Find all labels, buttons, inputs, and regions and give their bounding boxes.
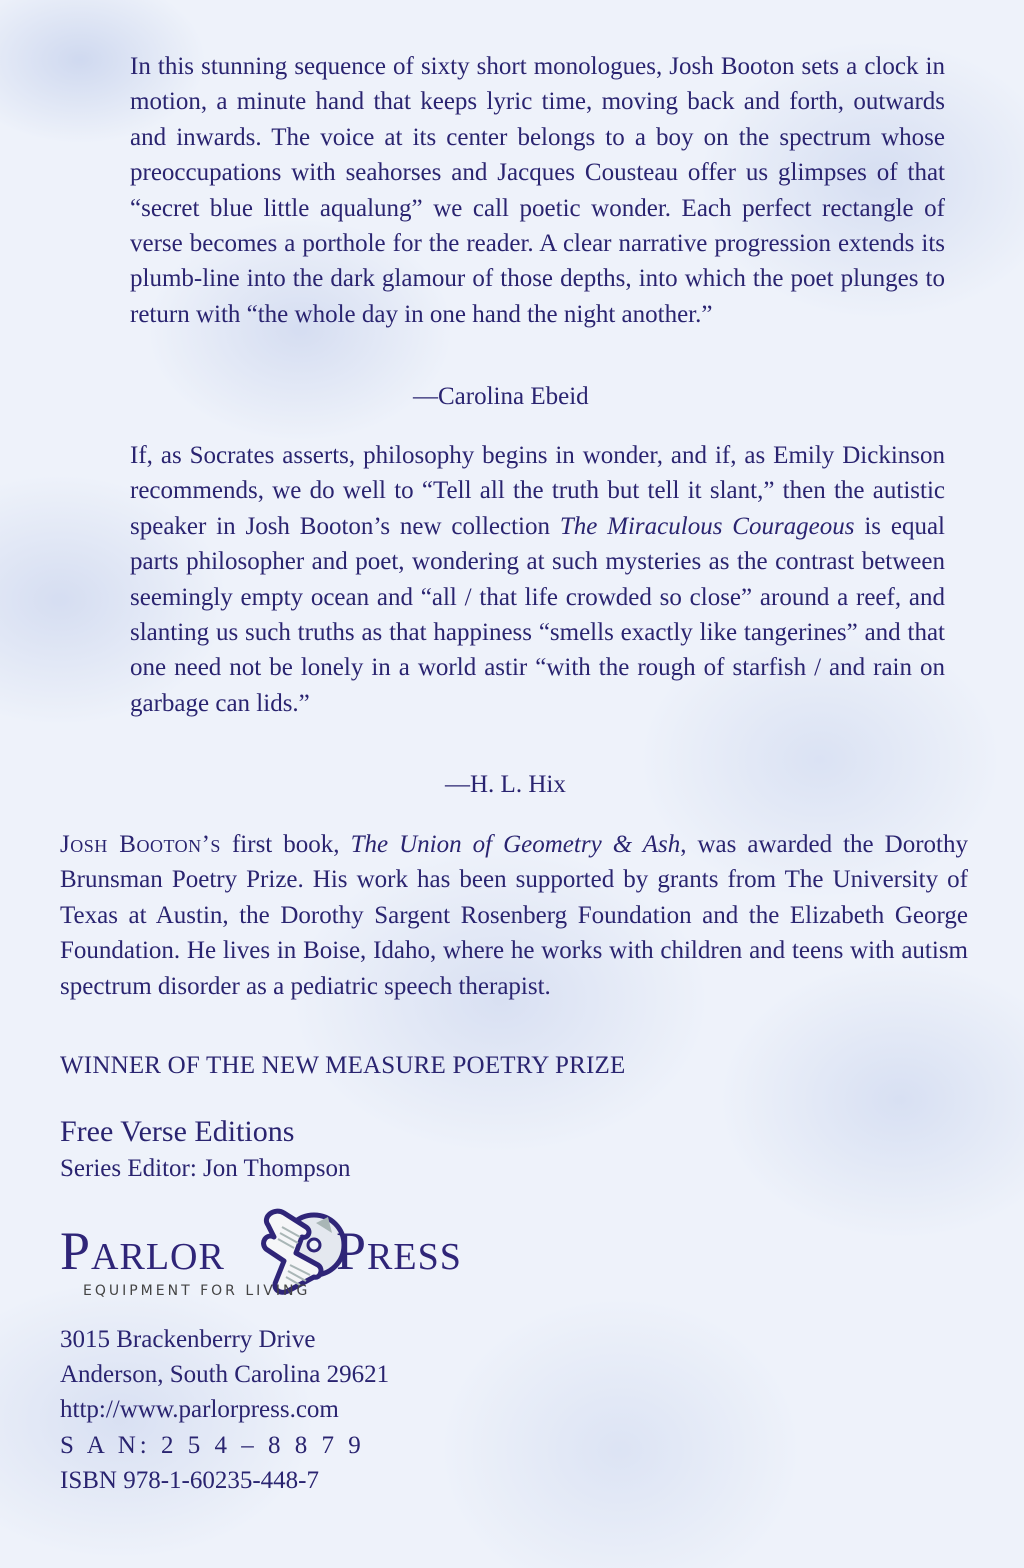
blurb-text-after: is equal parts philosopher and poet, wondering at such mysteries as the contrast between seemingly empty ocean and “all / that life crowded so close” around a reef, and slanting us such truths as that happiness “smells exactly like tangerines” and that one need not be lonely in a world astir “with the rough of starfish / and rain on garbage can lids.” <box>130 512 945 717</box>
first-book-title: The Union of Geometry & Ash <box>350 831 681 858</box>
book-title: The Miraculous Courageous <box>559 512 855 540</box>
blurb-text: In this stunning sequence of sixty short monologues, Josh Booton sets a clock in motion, a minute hand that keeps lyric time, moving back and forth, outwards and inwards. The voice at its center belongs to a boy on the spectrum whose preoccupations with seahorses and Jacques Cousteau offer us glimpses of that “secret blue little aqualung” we call poetic wonder. Each perfect rectangle of verse becomes a porthole for the reader. A clear narrative progression extends its plumb-line into the dark glamour of those depths, into which the poet plunges to return with “the whole day in one hand the night another.” <box>130 53 945 328</box>
publisher-contact <box>60 1322 389 1498</box>
blurb-hix <box>130 438 945 721</box>
logo-word-parlor: Parlor <box>60 1221 225 1281</box>
website-link[interactable]: http://www.parlorpress.com <box>60 1396 339 1424</box>
san-number: S A N: 2 5 4 – 8 8 7 9 <box>60 1431 365 1459</box>
logo-tagline: EQUIPMENT FOR LIVING <box>83 1283 311 1299</box>
logo-word-press: Press <box>336 1221 462 1281</box>
bio-text-before: first book, <box>220 831 351 858</box>
isbn-number: ISBN 978-1-60235-448-7 <box>60 1466 320 1494</box>
bio-text-after: , was awarded the Dorothy Brunsman Poetry Prize. His work has been supported by grants from The University of Texas at Austin, the Dorothy Sargent Rosenberg Foundation and the Elizabeth George Foundation. He lives in Boise, Idaho, where he works with children and teens with autism spectrum disorder as a pediatric speech therapist. <box>60 831 968 1000</box>
prize-statement: WINNER OF THE NEW MEASURE POETRY PRIZE <box>60 1052 626 1079</box>
author-name: Josh Booton’s <box>60 831 221 858</box>
attribution-hix: —H. L. Hix <box>445 771 566 798</box>
attribution-ebeid: —Carolina Ebeid <box>413 383 589 410</box>
publisher-logo <box>60 1203 520 1303</box>
author-bio <box>60 827 968 1004</box>
address-line-1: 3015 Brackenberry Drive <box>60 1326 316 1353</box>
blurb-text-before: If, as Socrates asserts, philosophy begins in wonder, and if, as Emily Dickinson recommends, we do well to “Tell all the truth but tell it slant,” then the autistic speaker in Josh Booton’s new collection <box>130 442 945 540</box>
address-line-2: Anderson, South Carolina 29621 <box>60 1361 390 1389</box>
series-name: Free Verse Editions <box>60 1115 295 1148</box>
series-editor: Series Editor: Jon Thompson <box>60 1155 351 1182</box>
blurb-ebeid <box>130 49 945 332</box>
